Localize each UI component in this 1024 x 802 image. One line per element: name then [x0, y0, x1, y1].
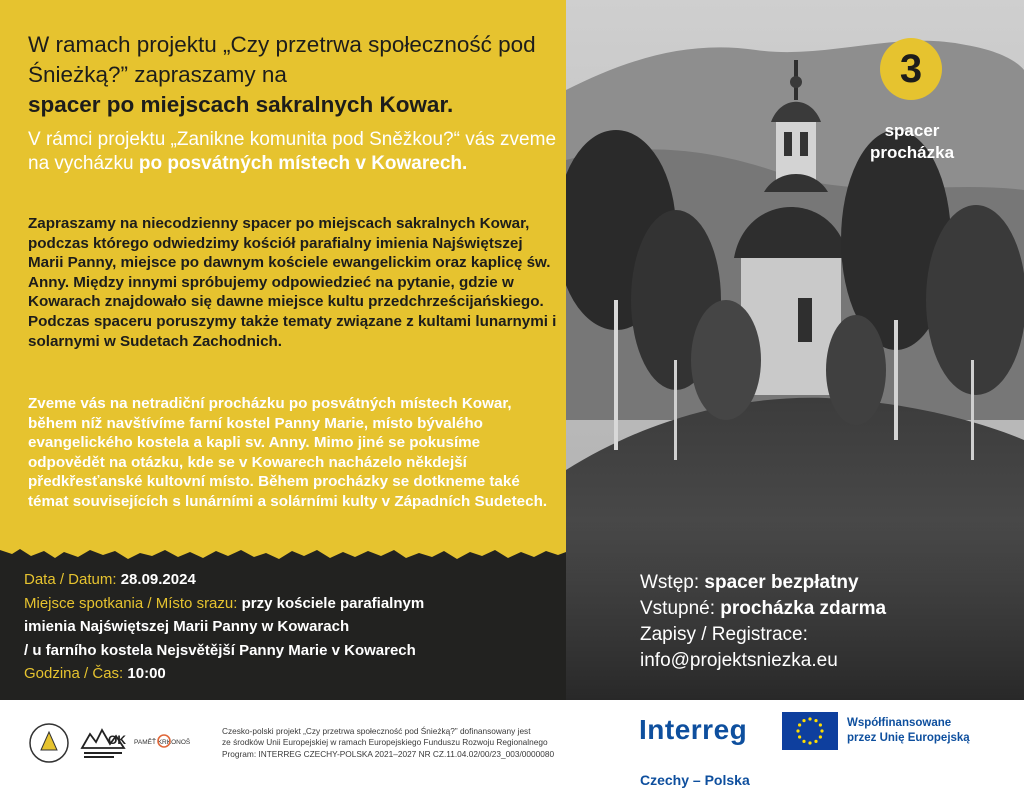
description-polish: Zapraszamy na niecodzienny spacer po miejscach sakralnych Kowar, podczas którego odwiedzimy kościół parafialny imienia Najświętszej Marii Panny, miejsce po dawnym kościele ewangelickim oraz kaplicę św. Anny. Między innymi spróbujemy odpowiedzieć na pytanie, gdzie w Kowarach znajdowało się dawne miejsce kultu przedchrześcijańskiego. Podczas spaceru poruszymy także tematy związane z kultami lunarnymi i solarnymi w Sudetach Zachodnich.	[28, 215, 557, 350]
event-details	[24, 568, 554, 686]
walk-label-polish: spacer	[884, 121, 940, 140]
eu-cofunding-line-2: przez Unię Europejską	[847, 732, 970, 744]
place-value-3: / u farního kostela Nejsvětější Panny Marie v Kowarech	[24, 641, 416, 659]
headline-polish-intro: W ramach projektu „Czy przetrwa społeczność pod Śnieżką?” zapraszamy na	[28, 32, 536, 87]
description-czech: Zveme vás na netradiční procházku po posvátných místech Kowar, během níž navštívíme farní kostel Panny Marie, místo bývalého evangelického kostela a kapli sv. Anny. Mimo jiné se pokusíme odpovědět na otázku, kde se v Kowarech nacházelo někdejší předkřesťanské kultovní místo. Během procházky se dotkneme také témat souvisejících s lunárními a solárními kulty v Západních Sudetech.	[28, 395, 548, 510]
eu-flag-icon	[782, 712, 838, 750]
headline-polish	[28, 30, 558, 120]
eu-star-icon	[808, 717, 811, 720]
place-value-2: imienia Najświętszej Marii Panny w Kowarach	[24, 618, 350, 635]
kowary-logo-icon	[28, 722, 70, 764]
walk-label-czech: procházka	[869, 143, 955, 162]
place-value-1: przy kościele parafialnym	[241, 594, 425, 612]
eu-star-icon	[798, 723, 801, 726]
eu-star-icon	[814, 740, 817, 743]
entry-label-czech: Vstupné:	[640, 598, 715, 619]
eu-star-icon	[796, 729, 799, 732]
entry-row-polish	[640, 570, 1010, 596]
time-value: 10:00	[127, 665, 166, 682]
interreg-logo: Interreg	[639, 714, 748, 745]
eu-star-icon	[802, 719, 805, 722]
registration-email[interactable]: info@projektsniezka.eu	[640, 650, 838, 671]
headline-czech	[28, 128, 558, 175]
walk-label	[862, 120, 962, 164]
eu-star-icon	[802, 740, 805, 743]
funding-note-line-1: Czesko-polski projekt „Czy przetrwa społeczność pod Śnieżką?” dofinansowany jest	[222, 726, 531, 736]
time-row	[24, 662, 554, 686]
eu-star-icon	[819, 735, 822, 738]
ok-culture-logo-icon	[80, 722, 126, 762]
date-label: Data / Datum:	[24, 571, 117, 588]
headline-czech-bold: po posvátných místech v Kowarech.	[138, 152, 468, 174]
eu-star-icon	[814, 719, 817, 722]
eu-cofunding-line-1: Współfinansowane	[847, 717, 952, 729]
walk-number-badge: 3	[880, 38, 942, 100]
entry-value-czech: procházka zdarma	[720, 598, 887, 619]
funding-note-line-3: Program: INTERREG CZECHY-POLSKA 2021–2027 NR CZ.11.04.02/00/23_003/0000080	[222, 748, 555, 759]
info-panel-yellow	[0, 0, 566, 565]
place-row	[24, 592, 554, 616]
pamet-logo-text: PAMĚŤ KRKONOŠ	[134, 739, 191, 746]
program-region: Czechy – Polska	[640, 772, 750, 788]
registration-label: Zapisy / Registrace:	[640, 624, 808, 645]
eu-star-icon	[798, 735, 801, 738]
time-label: Godzina / Čas:	[24, 665, 124, 682]
entry-info	[640, 570, 1010, 674]
place-label: Miejsce spotkania / Místo srazu:	[24, 594, 238, 612]
headline-polish-bold: spacer po miejscach sakralnych Kowar.	[28, 92, 454, 117]
pamet-krkonos-logo-icon	[134, 730, 210, 752]
headline-czech-intro: V rámci projektu „Zanikne komunita pod Sněžkou?“ vás zveme na vycházku	[28, 129, 557, 174]
funding-note	[222, 726, 626, 760]
ok-logo-text: OK	[108, 733, 126, 747]
eu-star-icon	[820, 729, 823, 732]
entry-row-czech	[640, 596, 1010, 622]
funding-note-line-2: ze środków Unii Europejskiej w ramach Europejskiego Funduszu Rozwoju Regionalnego	[222, 737, 548, 748]
eu-star-icon	[808, 741, 811, 744]
date-value: 28.09.2024	[120, 571, 196, 588]
entry-value-polish: spacer bezpłatny	[704, 572, 859, 593]
entry-label-polish: Wstęp:	[640, 572, 700, 593]
eu-cofunding	[847, 716, 970, 746]
eu-star-icon	[819, 723, 822, 726]
date-row	[24, 568, 554, 592]
